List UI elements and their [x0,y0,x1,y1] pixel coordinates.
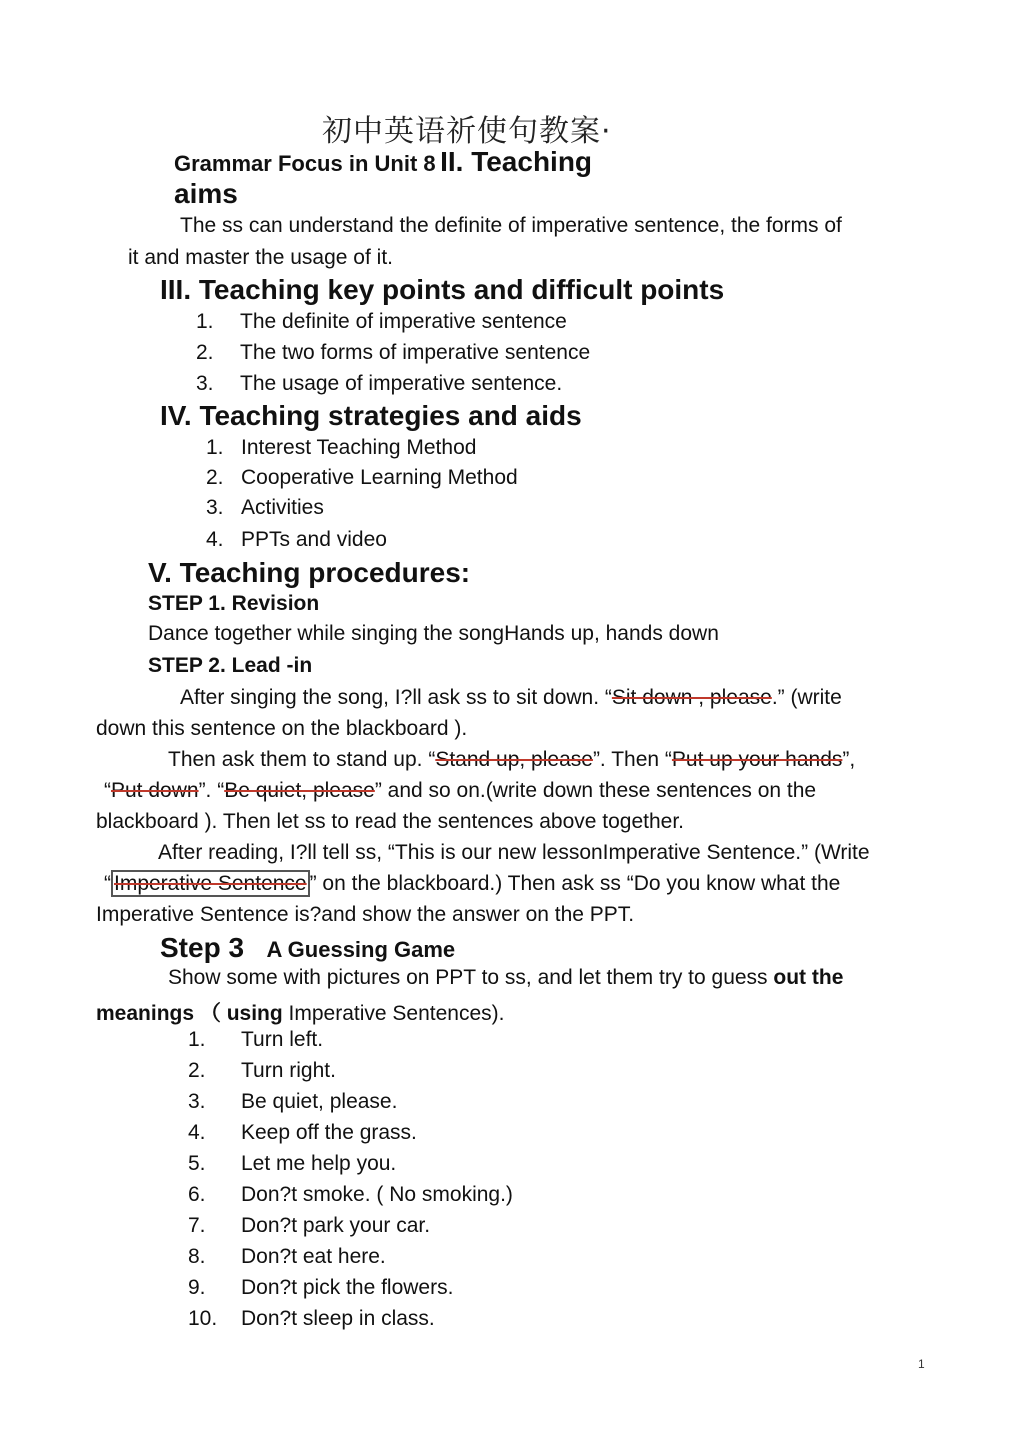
struck-sentence: Stand up, please [435,748,593,771]
step-2-paragraph-line: After singing the song, I?ll ask ss to sit down. “Sit down , please.” (write [180,686,842,709]
step-2-paragraph-line: “Put down”. “Be quiet, please” and so on.(write down these sentences on the [104,779,817,802]
keypoint-item: 2. The two forms of imperative sentence [196,341,591,364]
step-2-label: STEP 2. Lead -in [148,654,313,677]
step-2-paragraph-line: After reading, I?ll tell ss, “This is our new lessonImperative Sentence.” (Write [158,841,870,864]
strategy-item: 4. PPTs and video [206,528,387,551]
sentence-item: 4. Keep off the grass. [188,1121,417,1144]
step-3-label: Step 3 [160,932,245,963]
boxed-term: Imperative Sentence [111,870,310,897]
keypoint-item: 3. The usage of imperative sentence. [196,372,563,395]
strategy-item: 1. Interest Teaching Method [206,436,477,459]
page-number: 1 [918,1357,925,1371]
aims-text-1: The ss can understand the definite of imperative sentence, the forms of [180,214,842,237]
struck-sentence: Be quiet, please [224,779,375,802]
struck-sentence: Put up your hands [671,748,843,771]
keypoint-item: 1. The definite of imperative sentence [196,310,567,333]
document-title: 初中英语祈使句教案· [322,114,612,149]
sentence-item: 8. Don?t eat here. [188,1245,386,1268]
section-3-heading: III. Teaching key points and difficult points [160,274,725,305]
sentence-item: 1. Turn left. [188,1028,324,1051]
grammar-heading-line [174,146,592,178]
sentence-item: 5. Let me help you. [188,1152,397,1175]
sentence-item: 3. Be quiet, please. [188,1090,398,1113]
sentence-item: 6. Don?t smoke. ( No smoking.) [188,1183,513,1206]
step-2-paragraph-line: “ Imperative Sentence ” on the blackboard.) Then ask ss “Do you know what the [104,872,841,895]
step-3-heading [160,932,455,964]
sentence-item: 2. Turn right. [188,1059,336,1082]
strategy-item: 2. Cooperative Learning Method [206,466,518,489]
struck-sentence: Put down [111,779,199,802]
step-2-paragraph-line: Then ask them to stand up. “Stand up, please”. Then “Put up your hands”, [168,748,856,771]
grammar-focus-label: Grammar Focus in Unit 8 [174,151,436,176]
step-2-paragraph-line: blackboard ). Then let ss to read the sentences above together. [96,810,684,833]
section-5-heading: V. Teaching procedures: [148,557,471,588]
step-1-label: STEP 1. Revision [148,592,320,615]
step-1-text: Dance together while singing the songHands up, hands down [148,622,719,645]
strategy-item: 3. Activities [206,496,324,519]
aims-text-2: it and master the usage of it. [128,246,393,269]
step-3-paragraph-line: Show some with pictures on PPT to ss, and let them try to guess out the [168,966,844,989]
step-3-title: A Guessing Game [266,937,456,962]
sentence-item: 9. Don?t pick the flowers. [188,1276,454,1299]
sentence-item: 7. Don?t park your car. [188,1214,431,1237]
sentence-item: 10. Don?t sleep in class. [188,1307,435,1330]
struck-sentence: Sit down , please [611,686,772,709]
step-3-paragraph-line: meanings （ using Imperative Sentences). [96,1002,505,1025]
step-2-paragraph-line: Imperative Sentence is?and show the answer on the PPT. [96,903,635,926]
step-2-paragraph-line: down this sentence on the blackboard ). [96,717,468,740]
section-2-heading-cont: aims [174,178,238,209]
section-4-heading: IV. Teaching strategies and aids [160,400,582,431]
section-2-heading: II. Teaching [440,146,593,177]
